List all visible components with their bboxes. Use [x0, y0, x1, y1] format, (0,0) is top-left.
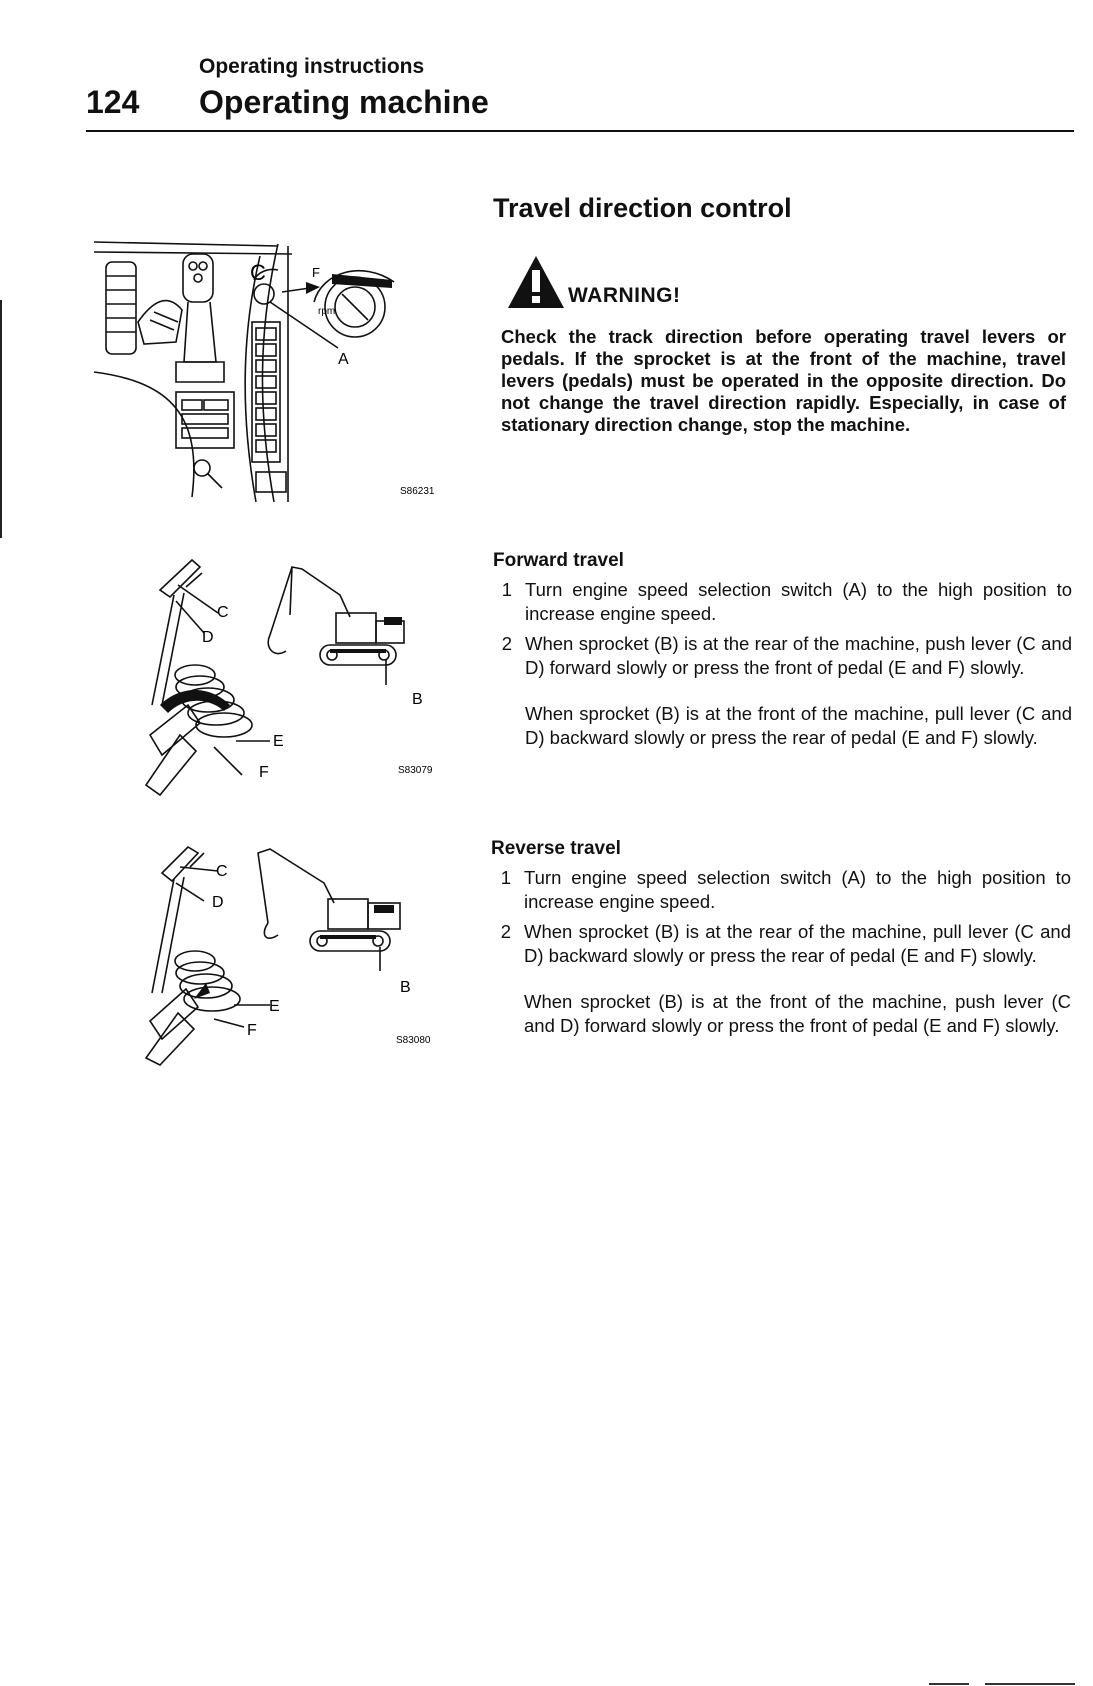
chapter-title: Operating machine — [199, 84, 489, 120]
figure-code: S83079 — [398, 765, 433, 776]
step-number: 2 — [501, 633, 512, 654]
figure-cab-controls — [92, 232, 442, 504]
section-label: Operating instructions — [199, 55, 425, 78]
warning-triangle-icon — [506, 254, 566, 310]
figure-forward-levers — [140, 555, 440, 800]
reverse-heading: Reverse travel — [491, 838, 621, 859]
list-item — [490, 578, 1072, 626]
step-text: When sprocket (B) is at the rear of the machine, push lever (C and D) forward slowly or press the front of pedal (E and F) slowly. — [525, 633, 1072, 678]
dial-label-f: F — [312, 265, 320, 280]
callout-e: E — [273, 733, 284, 750]
step-text: Turn engine speed selection switch (A) to the high position to increase engine speed. — [525, 579, 1072, 624]
callout-b: B — [412, 691, 423, 708]
step-number: 1 — [501, 579, 512, 600]
forward-heading: Forward travel — [493, 550, 624, 571]
reverse-steps — [489, 866, 1071, 1038]
step-number: 2 — [500, 921, 511, 942]
dial-label-rpm: rpm — [318, 306, 336, 317]
warning-label: WARNING! — [568, 284, 681, 307]
list-item — [489, 920, 1071, 968]
figure-code: S86231 — [400, 486, 435, 497]
callout-d: D — [202, 629, 214, 646]
page-title: Travel direction control — [493, 193, 792, 223]
panel-label-c: C — [250, 260, 266, 285]
callout-f: F — [247, 1022, 257, 1039]
page-number: 124 — [86, 84, 140, 120]
callout-f: F — [259, 764, 269, 781]
bottom-marks — [929, 1683, 1075, 1685]
list-item — [490, 632, 1072, 680]
header-rule — [86, 130, 1074, 132]
forward-steps — [490, 578, 1072, 750]
list-item — [489, 866, 1071, 914]
figure-reverse-levers — [140, 843, 440, 1068]
figure-code: S83080 — [396, 1035, 431, 1046]
callout-d: D — [212, 894, 224, 911]
callout-b: B — [400, 979, 411, 996]
callout-c: C — [216, 863, 228, 880]
step-text: Turn engine speed selection switch (A) to the high position to increase engine speed. — [524, 867, 1071, 912]
margin-rule — [0, 300, 2, 538]
warning-text: Check the track direction before operating travel levers or pedals. If the sprocket is at the front of the machine, travel levers (pedals) must be operated in the opposite direction. Do not change the travel direction rapidly. Especially, in case of stationary direction change, stop the machine. — [501, 326, 1066, 435]
callout-e: E — [269, 998, 280, 1015]
callout-a: A — [338, 351, 349, 368]
callout-c: C — [217, 604, 229, 621]
step-text: When sprocket (B) is at the rear of the machine, pull lever (C and D) backward slowly or press the rear of pedal (E and F) slowly. — [524, 921, 1071, 966]
warning-header — [506, 254, 681, 310]
reverse-note: When sprocket (B) is at the front of the machine, push lever (C and D) forward slowly or press the front of pedal (E and F) slowly. — [524, 991, 1071, 1036]
step-number: 1 — [500, 867, 511, 888]
forward-note: When sprocket (B) is at the front of the machine, pull lever (C and D) backward slowly or press the rear of pedal (E and F) slowly. — [525, 703, 1072, 748]
